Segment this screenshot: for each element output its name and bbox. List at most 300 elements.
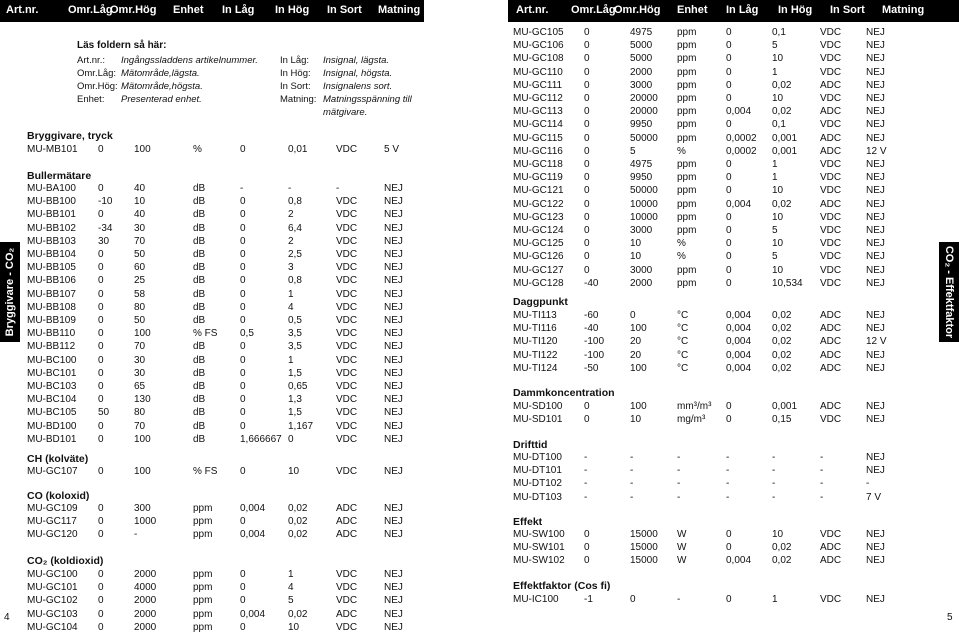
cell-matning: 12 V (866, 336, 887, 348)
cell-enhet: dB (193, 407, 206, 419)
cell-in-sort: ADC (820, 336, 842, 348)
cell-in-lag: 0 (726, 79, 732, 91)
cell-in-lag: 0,004 (726, 323, 752, 335)
cell-in-lag: 0 (240, 222, 246, 234)
cell-in-hog: 1 (288, 354, 294, 366)
cell-matning: NEJ (384, 394, 403, 406)
cell-omr-hog: 30 (134, 354, 146, 366)
cell-omr-hog: 2000 (134, 569, 157, 580)
cell-enhet: W (677, 529, 687, 540)
cell-art-nr: MU-BD100 (27, 420, 77, 432)
cell-in-hog: 0,02 (772, 555, 792, 567)
header-in-sort: In Sort (327, 4, 362, 16)
cell-in-lag: 0 (240, 341, 246, 353)
cell-enhet: % (677, 238, 686, 250)
cell-enhet: - (677, 452, 681, 463)
cell-omr-hog: 100 (134, 328, 151, 340)
cell-in-lag: 0,004 (726, 198, 752, 210)
cell-art-nr: MU-DT101 (513, 465, 562, 477)
cell-enhet: °C (677, 362, 689, 374)
cell-matning: NEJ (866, 185, 885, 197)
cell-art-nr: MU-SW100 (513, 529, 565, 540)
cell-matning: NEJ (866, 225, 885, 236)
cell-in-hog: 1,3 (288, 394, 302, 406)
cell-enhet: ppm (677, 79, 697, 91)
cell-art-nr: MU-TI113 (513, 310, 557, 321)
cell-matning: NEJ (866, 414, 885, 426)
cell-omr-hog: 100 (630, 362, 647, 374)
cell-omr-hog: 70 (134, 420, 146, 432)
cell-omr-lag: 0 (584, 211, 590, 223)
cell-omr-lag: 0 (584, 53, 590, 65)
cell-matning: NEJ (384, 315, 403, 326)
cell-art-nr: MU-BB104 (27, 249, 76, 260)
cell-matning: NEJ (866, 53, 885, 65)
cell-omr-lag: 0 (98, 209, 104, 221)
cell-enhet: ppm (677, 159, 697, 170)
cell-enhet: °C (677, 310, 689, 321)
cell-in-lag: 0 (240, 262, 246, 274)
cell-enhet: ppm (677, 27, 697, 38)
cell-enhet: ppm (193, 582, 213, 594)
cell-art-nr: MU-BB101 (27, 209, 76, 221)
cell-in-lag: 0,0002 (726, 132, 757, 144)
legend-key: In Hög: (280, 68, 311, 79)
left-side-tab (0, 242, 20, 342)
cell-in-lag: 0 (240, 315, 246, 326)
cell-in-hog: - (288, 183, 292, 194)
cell-matning: NEJ (866, 594, 885, 605)
cell-in-sort: VDC (336, 569, 358, 580)
cell-enhet: dB (193, 341, 206, 353)
cell-omr-hog: 4000 (134, 582, 157, 594)
header-bar-right (508, 0, 959, 22)
cell-enhet: ppm (193, 595, 213, 607)
cell-enhet: dB (193, 262, 206, 274)
cell-art-nr: MU-GC108 (513, 53, 564, 65)
cell-omr-lag: -60 (584, 310, 599, 321)
cell-in-lag: 0 (726, 93, 732, 104)
cell-in-sort: - (336, 183, 340, 194)
cell-matning: NEJ (866, 362, 885, 374)
cell-art-nr: MU-GC118 (513, 159, 563, 170)
cell-in-hog: 10 (772, 238, 784, 250)
cell-omr-lag: - (584, 465, 588, 477)
cell-in-sort: ADC (820, 198, 842, 210)
cell-in-sort: VDC (820, 264, 842, 276)
cell-in-sort: VDC (336, 354, 358, 366)
cell-in-sort: VDC (820, 40, 842, 52)
cell-in-hog: 0 (288, 433, 294, 445)
cell-art-nr: MU-DT102 (513, 478, 562, 490)
cell-matning: NEJ (866, 529, 885, 540)
cell-in-hog: 0,02 (772, 542, 792, 554)
cell-in-sort: - (820, 465, 824, 477)
cell-omr-hog: 60 (134, 262, 146, 274)
cell-in-sort: VDC (336, 466, 358, 477)
cell-matning: NEJ (384, 341, 403, 353)
cell-omr-lag: - (584, 452, 588, 463)
cell-art-nr: MU-BB107 (27, 288, 76, 300)
cell-enhet: ppm (677, 185, 697, 197)
cell-enhet: ppm (677, 264, 697, 276)
section-title: CO (koloxid) (27, 490, 90, 502)
cell-omr-hog: 100 (134, 144, 151, 155)
cell-art-nr: MU-SW102 (513, 555, 565, 567)
cell-in-lag: 0 (726, 159, 732, 170)
header-in-sort: In Sort (830, 4, 865, 16)
cell-omr-hog: 100 (630, 401, 647, 412)
cell-omr-lag: 0 (98, 433, 104, 445)
legend-key: Omr.Hög: (77, 81, 118, 92)
cell-matning: NEJ (384, 407, 403, 419)
cell-omr-lag: 0 (98, 466, 104, 477)
page-number-right: 5 (947, 612, 953, 623)
cell-art-nr: MU-TI122 (513, 349, 558, 361)
cell-omr-lag: 0 (584, 238, 590, 250)
cell-matning: NEJ (866, 172, 885, 184)
cell-in-hog: 1,5 (288, 407, 302, 419)
cell-enhet: ppm (677, 211, 697, 223)
cell-in-lag: 0 (726, 264, 732, 276)
cell-in-lag: 0,004 (240, 608, 266, 620)
cell-art-nr: MU-BB102 (27, 222, 76, 234)
cell-in-hog: 10 (772, 211, 784, 223)
cell-in-hog: 0,02 (772, 198, 792, 210)
cell-matning: NEJ (866, 106, 885, 118)
cell-enhet: mg/m³ (677, 414, 706, 426)
cell-in-sort: VDC (336, 367, 358, 379)
legend-value: Mätområde,högsta. (121, 81, 203, 92)
cell-matning: 12 V (866, 145, 887, 157)
cell-omr-lag: 0 (584, 542, 590, 554)
cell-matning: NEJ (866, 66, 885, 78)
cell-in-sort: VDC (820, 27, 842, 38)
section-title: Bullermätare (27, 170, 92, 182)
legend-value: Presenterad enhet. (121, 94, 202, 105)
cell-art-nr: MU-BC101 (27, 367, 77, 379)
cell-omr-hog: - (630, 452, 634, 463)
header-art-nr: Art.nr. (516, 4, 549, 16)
cell-matning: NEJ (384, 608, 403, 620)
cell-in-lag: 0 (240, 301, 246, 313)
legend-key: Matning: (280, 94, 317, 105)
cell-in-sort: VDC (336, 595, 358, 607)
cell-matning: NEJ (384, 262, 403, 274)
cell-omr-lag: 0 (98, 315, 104, 326)
cell-in-sort: VDC (820, 225, 842, 236)
cell-in-lag: 0 (726, 27, 732, 38)
cell-matning: NEJ (866, 264, 885, 276)
cell-omr-lag: 0 (98, 341, 104, 353)
cell-in-lag: 0 (240, 420, 246, 432)
cell-art-nr: MU-BB103 (27, 235, 76, 247)
cell-in-lag: 0 (726, 594, 732, 605)
cell-in-sort: VDC (820, 277, 842, 289)
cell-in-lag: - (726, 478, 730, 490)
cell-in-hog: 2 (288, 235, 294, 247)
cell-in-sort: ADC (820, 401, 842, 412)
cell-enhet: - (677, 491, 681, 503)
legend-key: In Låg: (280, 55, 310, 66)
cell-matning: NEJ (384, 529, 403, 541)
cell-omr-hog: 9950 (630, 119, 653, 131)
cell-in-sort: ADC (336, 503, 358, 514)
cell-omr-lag: 0 (98, 420, 104, 432)
cell-in-sort: ADC (820, 349, 842, 361)
cell-omr-hog: 3000 (630, 79, 653, 91)
cell-art-nr: MU-GC113 (513, 106, 563, 118)
cell-omr-hog: 15000 (630, 555, 658, 567)
cell-enhet: ppm (193, 608, 213, 620)
cell-enhet: dB (193, 235, 206, 247)
cell-art-nr: MU-GC101 (27, 582, 78, 594)
cell-enhet: ppm (677, 277, 697, 289)
cell-omr-hog: 30 (134, 367, 146, 379)
cell-art-nr: MU-GC123 (513, 211, 564, 223)
cell-omr-hog: 50 (134, 249, 146, 260)
legend-title: Läs foldern så här: (77, 40, 167, 51)
cell-art-nr: MU-BB106 (27, 275, 76, 287)
cell-in-sort: ADC (336, 529, 358, 541)
cell-matning: NEJ (866, 27, 885, 38)
cell-omr-lag: 30 (98, 235, 110, 247)
cell-enhet: % (677, 145, 686, 157)
cell-art-nr: MU-BB100 (27, 196, 76, 208)
cell-in-hog: 0,02 (772, 362, 792, 374)
cell-omr-hog: 50000 (630, 132, 658, 144)
cell-in-hog: 1,5 (288, 367, 302, 379)
cell-in-sort: VDC (820, 53, 842, 65)
cell-art-nr: MU-BB110 (27, 328, 76, 340)
cell-omr-lag: 0 (98, 582, 104, 594)
cell-in-sort: VDC (336, 341, 358, 353)
section-title: Effektfaktor (Cos fi) (513, 580, 611, 592)
cell-omr-hog: 20000 (630, 106, 658, 118)
header-enhet: Enhet (173, 4, 204, 16)
cell-enhet: ppm (677, 93, 697, 104)
cell-in-sort: VDC (336, 381, 358, 392)
cell-art-nr: MU-GC126 (513, 251, 564, 263)
cell-enhet: °C (677, 336, 689, 348)
cell-omr-lag: 0 (584, 119, 590, 131)
cell-omr-lag: 0 (98, 288, 104, 300)
section-title: Daggpunkt (513, 296, 568, 308)
cell-in-sort: - (820, 452, 824, 463)
cell-enhet: ppm (677, 225, 697, 236)
cell-omr-hog: - (630, 465, 634, 477)
section-title: CO₂ (koldioxid) (27, 555, 104, 567)
cell-in-lag: 0,004 (726, 336, 752, 348)
cell-omr-lag: 0 (584, 529, 590, 540)
cell-in-sort: VDC (820, 172, 842, 184)
cell-in-hog: 0,02 (288, 608, 308, 620)
left-side-tab-label: Bryggivare - CO₂ (4, 247, 16, 337)
cell-in-lag: - (726, 465, 730, 477)
cell-in-lag: 0 (240, 394, 246, 406)
cell-in-hog: 4 (288, 582, 294, 594)
cell-omr-lag: 0 (584, 555, 590, 567)
cell-art-nr: MU-GC102 (27, 595, 78, 607)
cell-omr-hog: 70 (134, 341, 146, 353)
section-title: CH (kolväte) (27, 453, 89, 465)
cell-omr-lag: 0 (584, 251, 590, 263)
cell-matning: NEJ (384, 595, 403, 607)
header-matning: Matning (378, 4, 421, 16)
legend-key: Omr.Låg: (77, 68, 117, 79)
cell-in-hog: 2,5 (288, 249, 302, 260)
cell-in-sort: VDC (820, 238, 842, 250)
cell-art-nr: MU-BB108 (27, 301, 76, 313)
cell-in-lag: 0 (726, 211, 732, 223)
cell-art-nr: MU-BB112 (27, 341, 76, 353)
cell-in-hog: 0,02 (288, 529, 308, 541)
cell-art-nr: MU-BC103 (27, 381, 77, 392)
cell-omr-lag: -100 (584, 349, 605, 361)
cell-matning: NEJ (384, 183, 403, 194)
cell-matning: NEJ (384, 354, 403, 366)
cell-in-hog: - (772, 478, 776, 490)
cell-omr-hog: 100 (134, 433, 151, 445)
cell-omr-lag: 0 (98, 301, 104, 313)
cell-omr-lag: 0 (98, 608, 104, 620)
cell-enhet: dB (193, 394, 206, 406)
cell-enhet: % (193, 144, 202, 155)
cell-enhet: dB (193, 315, 206, 326)
cell-matning: NEJ (866, 238, 885, 250)
cell-enhet: °C (677, 323, 689, 335)
cell-in-sort: ADC (820, 362, 842, 374)
right-side-tab (939, 242, 959, 342)
legend-box (73, 40, 413, 130)
cell-enhet: °C (677, 349, 689, 361)
left-side-strip (0, 22, 20, 632)
cell-in-lag: 0 (726, 238, 732, 250)
cell-matning: NEJ (866, 465, 885, 477)
cell-in-hog: - (772, 465, 776, 477)
legend-value: Insignalens sort. (323, 81, 393, 92)
cell-in-sort: VDC (820, 93, 842, 104)
cell-omr-lag: 0 (98, 354, 104, 366)
cell-in-lag: 0,004 (726, 310, 752, 321)
cell-omr-lag: 0 (98, 367, 104, 379)
cell-art-nr: MU-DT100 (513, 452, 562, 463)
cell-in-hog: 1 (772, 172, 778, 184)
cell-in-lag: 0,5 (240, 328, 254, 340)
cell-in-sort: ADC (820, 145, 842, 157)
cell-in-lag: 0 (240, 235, 246, 247)
cell-in-lag: 0 (240, 582, 246, 594)
cell-omr-hog: 5000 (630, 40, 653, 52)
cell-omr-lag: 0 (98, 262, 104, 274)
cell-in-hog: 5 (288, 595, 294, 607)
cell-matning: NEJ (384, 275, 403, 287)
cell-omr-lag: 0 (584, 40, 590, 52)
cell-matning: NEJ (384, 196, 403, 208)
cell-in-hog: 0,02 (772, 310, 792, 321)
cell-omr-lag: 0 (98, 569, 104, 580)
cell-omr-hog: 80 (134, 407, 146, 419)
cell-enhet: ppm (193, 503, 213, 514)
cell-omr-lag: 0 (98, 183, 104, 194)
cell-matning: NEJ (866, 159, 885, 170)
cell-matning: NEJ (384, 420, 403, 432)
cell-enhet: dB (193, 183, 206, 194)
cell-in-sort: VDC (336, 144, 358, 155)
cell-art-nr: MU-BB105 (27, 262, 76, 274)
cell-matning: NEJ (384, 249, 403, 260)
legend-value: Matningsspänning till (323, 94, 412, 105)
cell-omr-lag: 0 (584, 185, 590, 197)
cell-in-sort: ADC (820, 323, 842, 335)
cell-in-sort: VDC (820, 66, 842, 78)
cell-matning: NEJ (866, 119, 885, 131)
cell-in-lag: 0 (240, 196, 246, 208)
cell-omr-hog: 9950 (630, 172, 653, 184)
cell-omr-lag: - (584, 491, 588, 503)
cell-omr-lag: 0 (98, 144, 104, 155)
cell-enhet: dB (193, 301, 206, 313)
cell-omr-lag: - (584, 478, 588, 490)
legend-value: Mätområde,lägsta. (121, 68, 200, 79)
cell-matning: NEJ (866, 93, 885, 104)
cell-in-hog: 0,15 (772, 414, 792, 426)
cell-omr-lag: 0 (584, 93, 590, 104)
cell-in-hog: 0,65 (288, 381, 308, 392)
cell-omr-hog: 30 (134, 222, 146, 234)
cell-in-lag: 0,004 (240, 529, 266, 541)
cell-art-nr: MU-DT103 (513, 491, 562, 503)
cell-in-hog: 0,1 (772, 27, 786, 38)
cell-art-nr: MU-BD101 (27, 433, 77, 445)
header-in-lag: In Låg (222, 4, 255, 16)
cell-in-hog: 0,8 (288, 275, 302, 287)
cell-in-hog: 3,5 (288, 328, 302, 340)
cell-enhet: W (677, 555, 687, 567)
cell-omr-hog: 4975 (630, 159, 653, 170)
cell-art-nr: MU-GC122 (513, 198, 564, 210)
cell-in-sort: ADC (336, 516, 358, 528)
cell-in-hog: 10 (772, 93, 784, 104)
cell-matning: NEJ (384, 621, 403, 633)
cell-in-hog: 0,8 (288, 196, 302, 208)
cell-in-lag: 0 (240, 209, 246, 221)
cell-omr-hog: 70 (134, 235, 146, 247)
cell-in-lag: 0,004 (726, 106, 752, 118)
cell-in-sort: ADC (820, 555, 842, 567)
cell-in-sort: VDC (336, 394, 358, 406)
cell-enhet: - (677, 465, 681, 477)
cell-art-nr: MU-GC111 (513, 79, 563, 91)
cell-in-lag: 1,666667 (240, 433, 282, 445)
cell-in-lag: 0,004 (726, 362, 752, 374)
cell-in-hog: 0,02 (772, 106, 792, 118)
cell-matning: NEJ (866, 401, 885, 412)
cell-in-hog: 5 (772, 225, 778, 236)
cell-omr-lag: 0 (584, 106, 590, 118)
cell-in-lag: 0 (240, 621, 246, 633)
cell-matning: NEJ (866, 251, 885, 263)
cell-in-lag: 0 (726, 40, 732, 52)
cell-in-lag: 0 (726, 53, 732, 65)
cell-omr-lag: 0 (98, 249, 104, 260)
cell-enhet: % FS (193, 328, 218, 340)
cell-omr-hog: 15000 (630, 529, 658, 540)
cell-matning: NEJ (866, 132, 885, 144)
cell-matning: NEJ (866, 323, 885, 335)
cell-in-hog: 0,02 (772, 349, 792, 361)
cell-in-lag: 0 (726, 529, 732, 540)
